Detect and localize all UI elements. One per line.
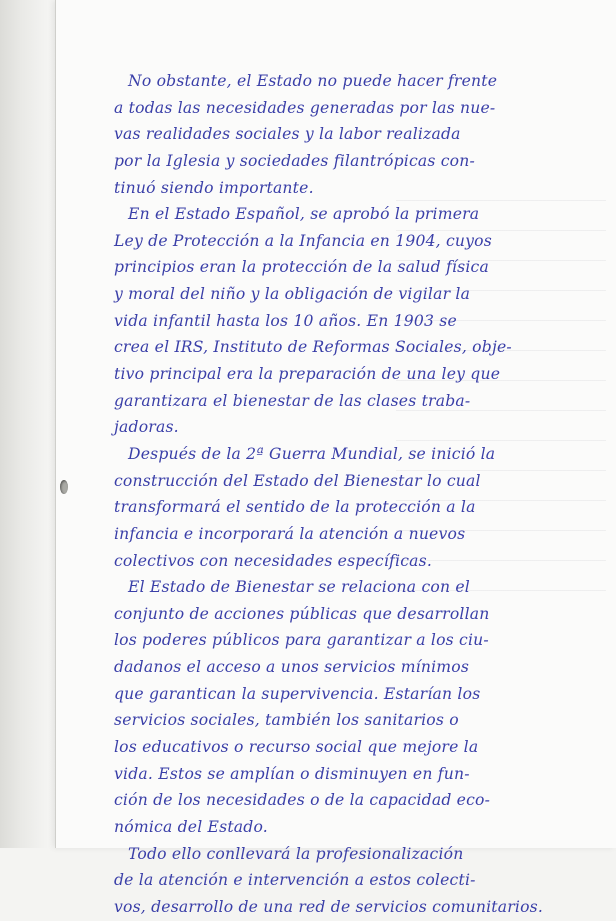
text-line: El Estado de Bienestar se relaciona con el — [128, 578, 470, 597]
text-line: infancia e incorporará la atención a nuevos — [114, 524, 466, 543]
text-line: Ley de Protección a la Infancia en 1904, cuyos — [114, 231, 492, 250]
text-line: ción de los necesidades o de la capacidad eco- — [114, 791, 491, 810]
text-line: nómica del Estado. — [114, 817, 268, 836]
text-line: servicios sociales, también los sanitarios o — [114, 711, 459, 730]
text-line: transformará el sentido de la protección a la — [114, 498, 476, 517]
text-line: principios eran la protección de la salud física — [114, 258, 489, 277]
text-line: En el Estado Español, se aprobó la primera — [128, 205, 480, 224]
text-line: conjunto de acciones públicas que desarrollan — [114, 604, 490, 623]
text-line: vas realidades sociales y la labor realizada — [114, 125, 461, 144]
text-line: vida. Estos se amplían o disminuyen en fun- — [114, 764, 470, 783]
text-line: garantizara el bienestar de las clases traba- — [114, 391, 471, 410]
text-line: los educativos o recurso social que mejore la — [114, 738, 479, 757]
text-line: a todas las necesidades generadas por las nue- — [114, 98, 496, 117]
text-line: jadoras. — [114, 418, 179, 437]
text-line: colectivos con necesidades específicas. — [114, 551, 432, 570]
text-line: y moral del niño y la obligación de vigilar la — [114, 285, 471, 304]
text-line: de la atención e intervención a estos colecti- — [114, 871, 476, 890]
handwritten-text-block — [114, 68, 574, 921]
text-line: tinuó siendo importante. — [114, 178, 314, 197]
text-line: vos, desarrollo de una red de servicios comunitarios. — [114, 897, 544, 916]
text-line: por la Iglesia y sociedades filantrópicas con- — [114, 151, 475, 170]
text-line: construcción del Estado del Bienestar lo cual — [114, 471, 481, 490]
punch-hole — [60, 480, 68, 494]
text-line: crea el IRS, Instituto de Reformas Sociales, obje- — [114, 338, 512, 357]
text-line: Después de la 2ª Guerra Mundial, se inició la — [128, 444, 496, 463]
text-line: No obstante, el Estado no puede hacer frente — [128, 72, 498, 90]
text-line: tivo principal era la preparación de una ley que — [114, 365, 501, 384]
text-line: que garantican la supervivencia. Estarían los — [114, 684, 481, 703]
text-line: Todo ello conllevará la profesionalización — [128, 844, 464, 863]
text-line: vida infantil hasta los 10 años. En 1903 se — [114, 311, 457, 330]
binding-shadow — [0, 0, 60, 848]
text-line: dadanos el acceso a unos servicios mínimos — [114, 658, 470, 677]
text-line: los poderes públicos para garantizar a los ciu- — [114, 631, 489, 650]
